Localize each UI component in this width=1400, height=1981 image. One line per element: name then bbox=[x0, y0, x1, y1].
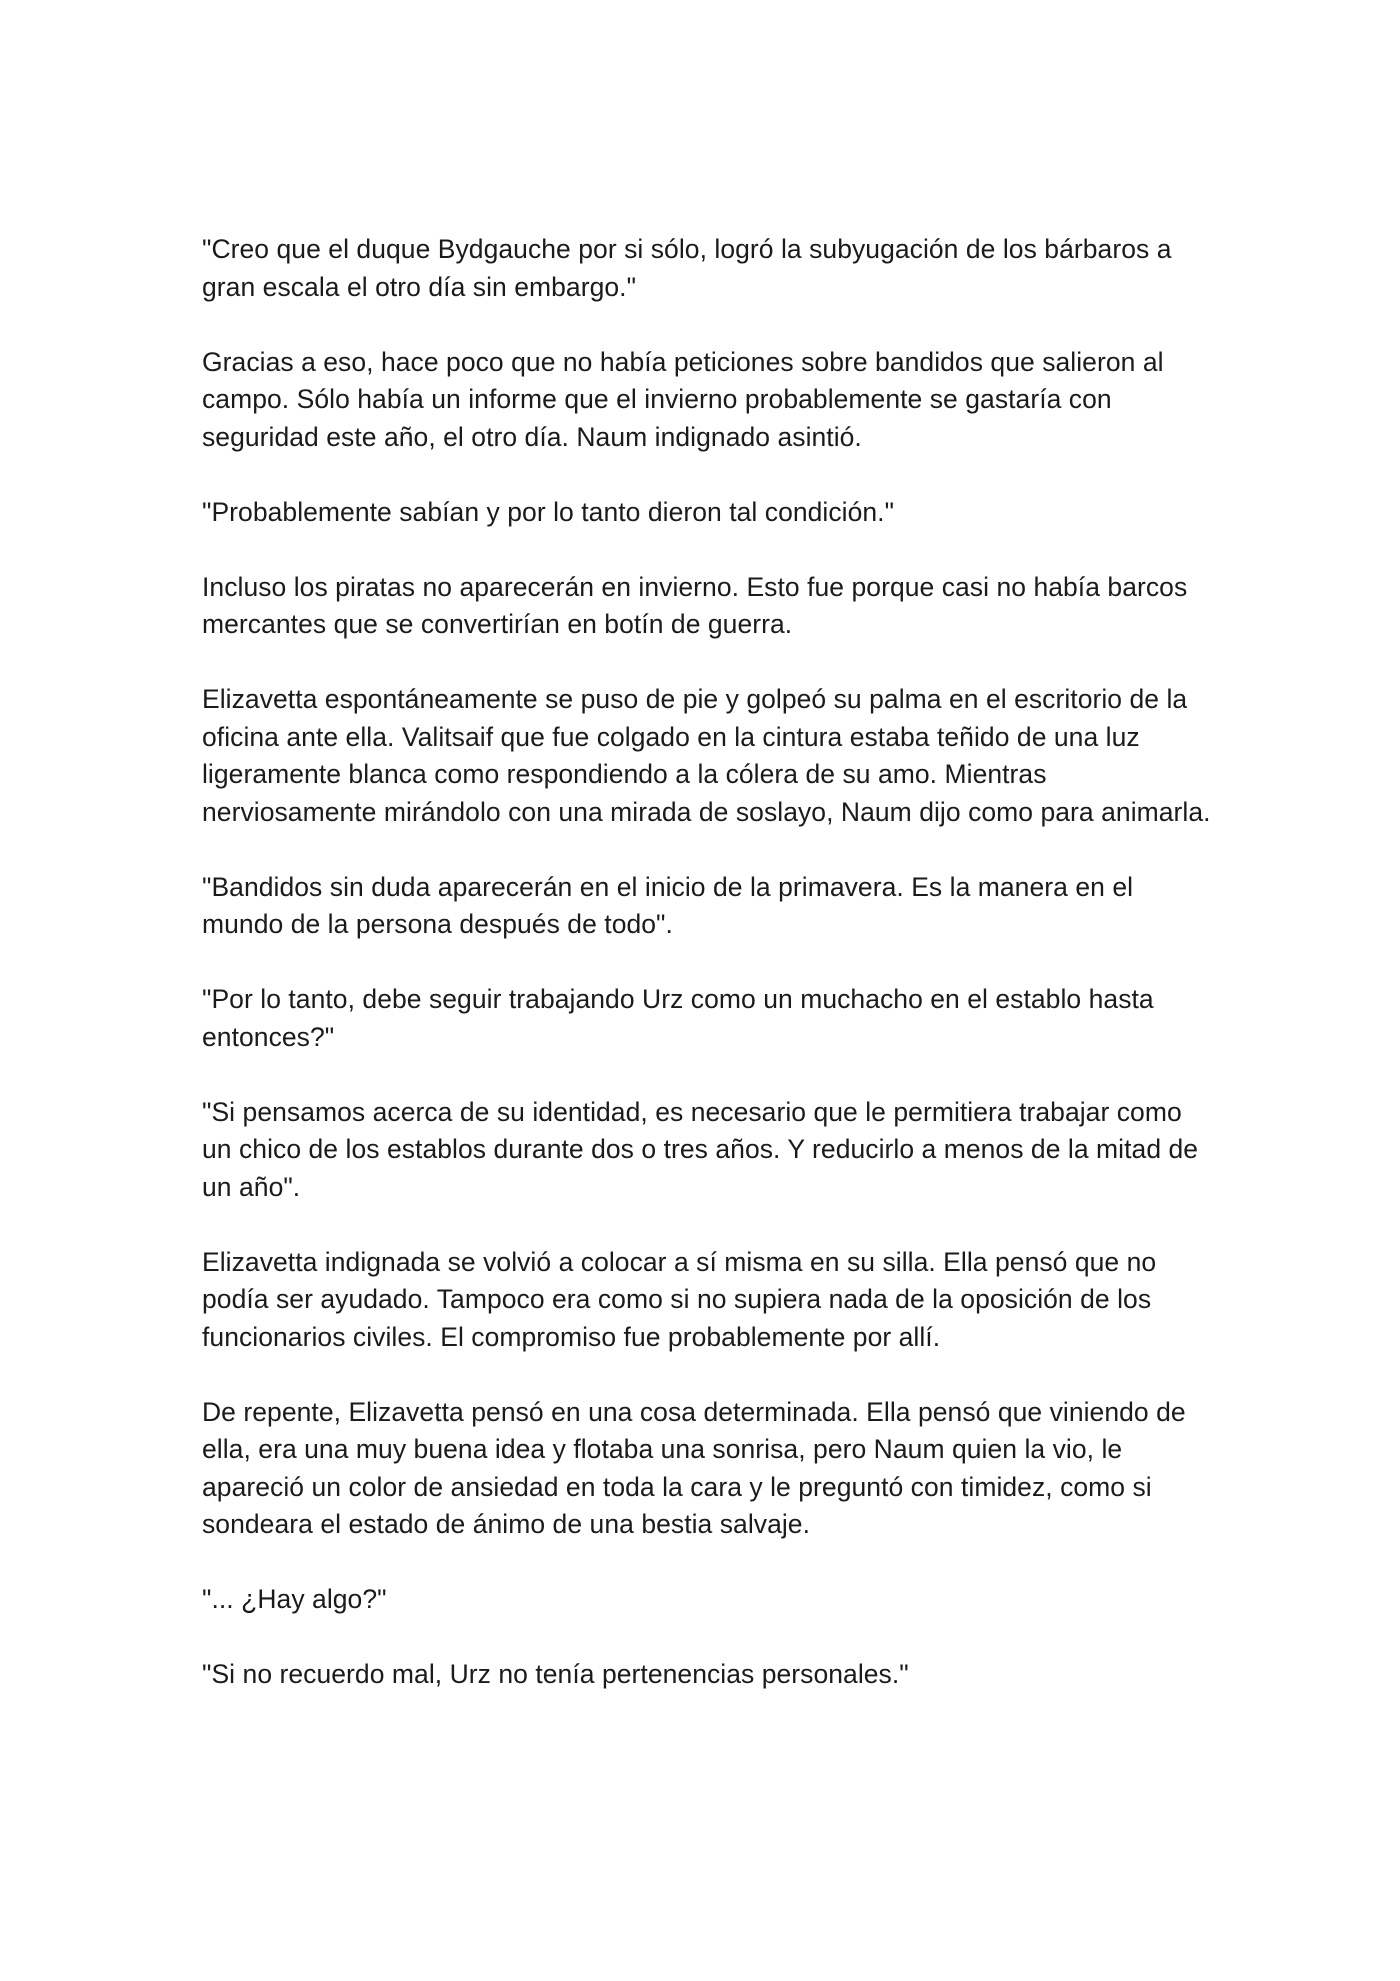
paragraph-12: "Si no recuerdo mal, Urz no tenía pertenencias personales." bbox=[202, 1659, 909, 1689]
paragraph-11: "... ¿Hay algo?" bbox=[202, 1584, 387, 1614]
paragraph-8: "Si pensamos acerca de su identidad, es necesario que le permitiera trabajar como un chico de los establos durante dos o tres años. Y reducirlo a menos de la mitad de un año". bbox=[202, 1096, 1199, 1202]
paragraph-1: "Creo que el duque Bydgauche por si sólo, logró la subyugación de los bárbaros a gran escala el otro día sin embargo." bbox=[202, 234, 1172, 302]
paragraph-7: "Por lo tanto, debe seguir trabajando Urz como un muchacho en el establo hasta entonces?" bbox=[202, 984, 1154, 1052]
document-body bbox=[202, 231, 1214, 1694]
paragraph-4: Incluso los piratas no aparecerán en invierno. Esto fue porque casi no había barcos mercantes que se convertirían en botín de guerra. bbox=[202, 571, 1188, 639]
paragraph-5: Elizavetta espontáneamente se puso de pie y golpeó su palma en el escritorio de la oficina ante ella. Valitsaif que fue colgado en la cintura estaba teñido de una luz ligeramente blanca como respondiendo a la cólera de su amo. Mientras nerviosamente mirándolo con una mirada de soslayo, Naum dijo como para animarla. bbox=[202, 684, 1211, 827]
paragraph-3: "Probablemente sabían y por lo tanto dieron tal condición." bbox=[202, 496, 895, 527]
paragraph-9: Elizavetta indignada se volvió a colocar a sí misma en su silla. Ella pensó que no podía ser ayudado. Tampoco era como si no supiera nada de la oposición de los funcionarios civiles. El compromiso fue probablemente por allí. bbox=[202, 1246, 1157, 1352]
paragraph-10: De repente, Elizavetta pensó en una cosa determinada. Ella pensó que viniendo de ella, era una muy buena idea y flotaba una sonrisa, pero Naum quien la vio, le apareció un color de ansiedad en toda la cara y le preguntó con timidez, como si sondeara el estado de ánimo de una bestia salvaje. bbox=[202, 1396, 1186, 1539]
paragraph-2: Gracias a eso, hace poco que no había peticiones sobre bandidos que salieron al campo. Sólo había un informe que el invierno probablemente se gastaría con seguridad este año, el otro día. Naum indignado asintió. bbox=[202, 346, 1164, 452]
paragraph-6: "Bandidos sin duda aparecerán en el inicio de la primavera. Es la manera en el mundo de la persona después de todo". bbox=[202, 871, 1134, 939]
